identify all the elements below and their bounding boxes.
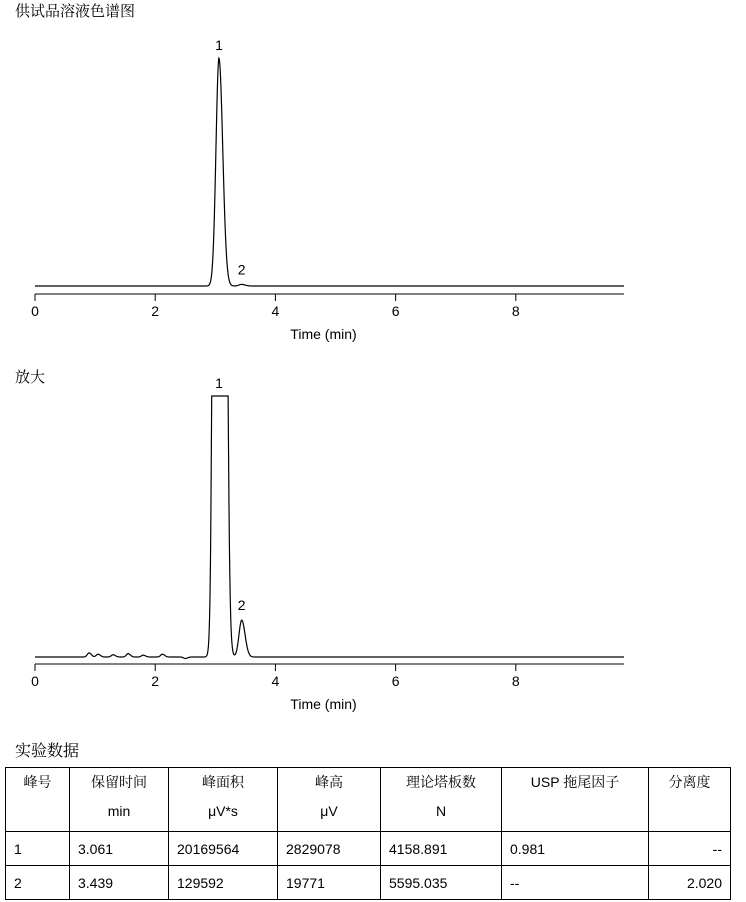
- x-tick-label: 0: [31, 303, 39, 319]
- peak-label-1: 1: [215, 37, 223, 53]
- chromatogram-title: 供试品溶液色谱图: [15, 2, 136, 20]
- cell-peak-height: 19771: [278, 866, 381, 900]
- cell-resolution: 2.020: [649, 866, 731, 900]
- x-tick-label: 8: [511, 673, 520, 689]
- header-tailing: USP 拖尾因子: [502, 768, 649, 832]
- x-tick-label: 6: [391, 673, 400, 689]
- cell-peak-no: 2: [6, 866, 70, 900]
- cell-tailing: 0.981: [502, 832, 649, 866]
- cell-plates: 4158.891: [381, 832, 502, 866]
- x-axis-label: Time (min): [290, 696, 357, 712]
- zoom-title: 放大: [15, 368, 46, 386]
- chromatogram-trace: [35, 58, 624, 286]
- results-title: 实验数据: [15, 741, 80, 760]
- x-tick-label: 8: [511, 303, 520, 319]
- x-tick-label: 0: [31, 673, 39, 689]
- table-header-row: [6, 768, 731, 832]
- x-tick-label: 6: [391, 303, 400, 319]
- cell-peak-height: 2829078: [278, 832, 381, 866]
- results-table: [5, 767, 731, 900]
- cell-peak-area: 129592: [169, 866, 278, 900]
- x-tick-label: 2: [151, 673, 160, 689]
- cell-retention-time: 3.439: [70, 866, 169, 900]
- x-tick-label: 2: [151, 303, 160, 319]
- x-tick-label: 4: [271, 673, 280, 689]
- peak-label-2: 2: [237, 597, 246, 614]
- x-axis-label: Time (min): [290, 326, 357, 342]
- header-peak-area: 峰面积 μV*s: [169, 768, 278, 832]
- chromatogram-trace: [35, 396, 624, 658]
- header-retention-time: 保留时间 min: [70, 768, 169, 832]
- peak-label-2: 2: [237, 261, 246, 278]
- cell-peak-no: 1: [6, 832, 70, 866]
- cell-resolution: --: [649, 832, 731, 866]
- cell-peak-area: 20169564: [169, 832, 278, 866]
- header-peak-no: 峰号: [6, 768, 70, 832]
- header-plates: 理论塔板数 N: [381, 768, 502, 832]
- header-peak-height: 峰高 μV: [278, 768, 381, 832]
- peak-label-1: 1: [215, 375, 223, 391]
- table-row: [6, 866, 731, 900]
- x-tick-label: 4: [271, 303, 280, 319]
- cell-retention-time: 3.061: [70, 832, 169, 866]
- cell-tailing: --: [502, 866, 649, 900]
- header-resolution: 分离度: [649, 768, 731, 832]
- chromatogram-full: [0, 0, 746, 360]
- cell-plates: 5595.035: [381, 866, 502, 900]
- table-row: [6, 832, 731, 866]
- chromatogram-zoom: [0, 370, 746, 730]
